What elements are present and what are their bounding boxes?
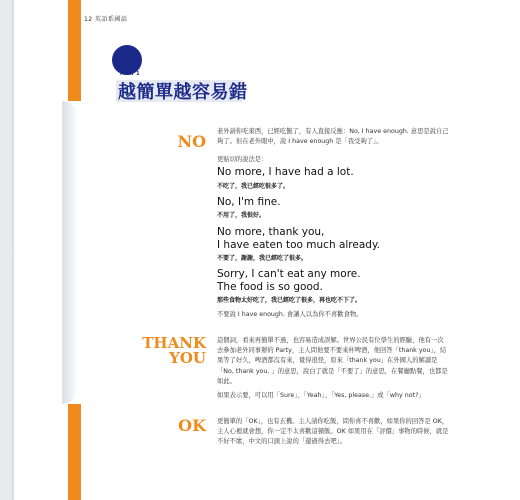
orange-side-bar-top <box>68 0 81 101</box>
no-better-label: 更貼切的說法是： <box>217 156 268 163</box>
section-heading-ok: OK <box>178 416 206 435</box>
example-english-2: No, I'm fine. <box>217 196 281 208</box>
no-intro-paragraph: 老外請你吃東西，已經吃飽了，有人直接反應：No, I have enough. 意思是說自己夠了。但在老外眼中，說 I have enough 是「我受夠了」。 <box>217 128 449 146</box>
section-heading-thank-you <box>120 336 206 366</box>
thank-you-paragraph: 這個詞，看來再簡單不過，也容易造成誤解。世界公民有位學生的經驗，他有一次去參加老外同事辦的 Party，主人問他要不要來杯啤酒，他回答「thank you」，結果等了好久，啤酒都沒有來，覺得很怪，原來「thank you」在外國人的解讀是「No, thank you. 」的意思，說白了就是「不要了」的意思，在餐廳點餐，也都是如此。 <box>217 337 448 385</box>
page-edge-shadow <box>12 0 15 500</box>
ok-paragraph: 更簡單的「OK」，也有玄機。主人請你吃飯，問你喜不喜歡，如果你的回答是 OK，主人心裡就會想，你一定不太喜歡這頓飯。OK 如果用在「評價」事物的時候，就是不好不壞，中文的口頭上說的「還過得去吧」。 <box>217 418 449 446</box>
page-title: 越簡單越容易錯 <box>118 82 248 103</box>
thank-heading-line-2: YOU <box>169 349 206 367</box>
orange-side-bar-bottom <box>68 404 81 500</box>
thank-heading-line-1: THANK <box>142 334 206 352</box>
no-note: 不要說 I have enough. 會讓人以為你不喜歡食物。 <box>217 311 363 318</box>
example-english-4: Sorry, I can't eat any more. The food is so good. <box>217 268 361 293</box>
example-translation-2: 不用了，我很好。 <box>217 212 266 219</box>
part-label: PART 1 <box>120 72 140 77</box>
page-edge <box>0 0 12 500</box>
running-head: 12 英語系國話 <box>84 16 128 23</box>
decorative-curve <box>62 101 78 404</box>
section-heading-no: NO <box>177 132 206 151</box>
example-english-1: No more, I have had a lot. <box>217 166 354 178</box>
title-circle-ornament <box>112 45 142 75</box>
example-translation-4: 那些食物太好吃了，我已經吃了很多，再也吃不下了。 <box>217 297 362 304</box>
thank-you-alternatives: 如果表示要，可以用「Sure」、「Yeah」、「Yes, please.」或「why not?」 <box>217 392 425 399</box>
example-english-3: No more, thank you, I have eaten too much already. <box>217 226 381 251</box>
example-translation-3: 不要了，謝謝，我已經吃了很多。 <box>217 255 308 262</box>
example-translation-1: 不吃了，我已經吃很多了。 <box>217 183 290 190</box>
